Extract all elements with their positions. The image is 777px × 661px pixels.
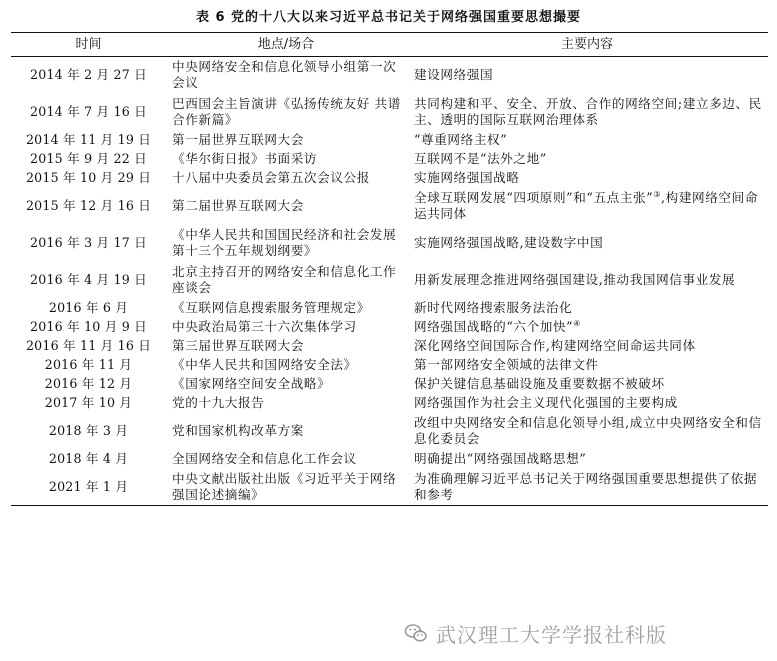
cell-place: 第一届世界互联网大会: [172, 132, 304, 147]
table-row: [11, 169, 768, 188]
cell-place: 《互联网信息搜索服务管理规定》: [172, 300, 370, 315]
cell-place: 全国网络安全和信息化工作会议: [172, 451, 357, 466]
table-header-row: [11, 33, 768, 57]
cell-time: 2016 年 12 月: [44, 376, 133, 391]
cell-time: 2016 年 4 月 19 日: [30, 272, 147, 287]
cell-content: 互联网不是“法外之地”: [414, 151, 547, 166]
table-row: [11, 469, 768, 506]
table-row: [11, 450, 768, 469]
cell-place: 《华尔街日报》书面采访: [172, 151, 318, 166]
footnote-mark: ③: [653, 189, 662, 199]
cell-content: [406, 318, 768, 337]
cell-time: 2015 年 10 月 29 日: [25, 170, 152, 185]
cell-content: 共同构建和平、安全、开放、合作的网络空间;建立多边、民主、透明的国际互联网治理体系: [414, 96, 762, 127]
summary-table: [11, 32, 768, 506]
watermark: [404, 618, 770, 648]
cell-time: 2014 年 2 月 27 日: [30, 67, 147, 83]
table-row: [11, 94, 768, 131]
cell-time: 2021 年 1 月: [11, 469, 166, 506]
cell-place: 《国家网络空间安全战略》: [172, 376, 331, 391]
cell-place: 中央政治局第三十六次集体学习: [172, 319, 357, 334]
cell-content: 实施网络强国战略,建设数字中国: [414, 235, 604, 250]
cell-place: 北京主持召开的网络安全和信息化工作座谈会: [172, 264, 397, 295]
wechat-icon: [404, 621, 428, 645]
table-row: [11, 262, 768, 299]
cell-content: 实施网络强国战略: [414, 170, 520, 185]
cell-content: 网络强国作为社会主义现代化强国的主要构成: [414, 395, 678, 410]
cell-time: 2015 年 9 月 22 日: [30, 151, 147, 166]
table-row: [11, 131, 768, 150]
cell-time: 2017 年 10 月: [44, 395, 133, 410]
header-place: 地点/场合: [166, 33, 406, 57]
cell-time: 2016 年 6 月: [48, 300, 129, 315]
cell-content: 第一部网络安全领域的法律文件: [414, 357, 599, 372]
cell-content: “尊重网络主权”: [414, 132, 508, 147]
cell-time: 2016 年 11 月: [44, 357, 133, 372]
cell-content: 建设网络强国: [414, 67, 494, 83]
cell-content: 保护关键信息基础设施及重要数据不被破坏: [414, 376, 665, 391]
cell-time: 2018 年 4 月: [48, 451, 129, 466]
cell-place: 巴西国会主旨演讲《弘扬传统友好 共谱合作新篇》: [172, 96, 401, 127]
table-row: [11, 337, 768, 356]
cell-content: 新时代网络搜索服务法治化: [414, 300, 573, 315]
cell-place: 《中华人民共和国国民经济和社会发展第十三个五年规划纲要》: [172, 227, 397, 258]
cell-content: 改组中央网络安全和信息化领导小组,成立中央网络安全和信息化委员会: [414, 415, 762, 446]
cell-content: 为准确理解习近平总书记关于网络强国重要思想提供了依据和参考: [406, 469, 768, 506]
cell-time: 2014 年 7 月 16 日: [30, 104, 147, 119]
cell-time: 2016 年 3 月 17 日: [30, 235, 147, 250]
cell-place: 十八届中央委员会第五次会议公报: [172, 170, 370, 185]
cell-content: 明确提出“网络强国战略思想”: [414, 451, 587, 466]
cell-time: 2018 年 3 月: [48, 423, 129, 438]
table-row: [11, 225, 768, 262]
cell-time: 2015 年 12 月 16 日: [25, 198, 152, 213]
watermark-text: 武汉理工大学学报社科版: [436, 622, 667, 647]
table-row: [11, 318, 768, 337]
content-text: 网络强国战略的“六个加快”: [414, 319, 574, 334]
cell-time: 2016 年 10 月 9 日: [30, 319, 147, 334]
table-row: [11, 375, 768, 394]
table-row: [11, 188, 768, 225]
cell-place: 第二届世界互联网大会: [172, 198, 304, 213]
cell-place: 中央文献出版社出版《习近平关于网络强国论述摘编》: [166, 469, 406, 506]
table-row: [11, 150, 768, 169]
table-row: [11, 299, 768, 318]
header-time: 时间: [11, 33, 166, 57]
cell-content: [406, 188, 768, 225]
header-content: 主要内容: [406, 33, 768, 57]
cell-content: 用新发展理念推进网络强国建设,推动我国网信事业发展: [414, 272, 736, 287]
cell-place: 党的十九大报告: [172, 395, 265, 410]
table-row: [11, 394, 768, 413]
content-text: 全球互联网发展“四项原则”和“五点主张”: [414, 190, 654, 205]
cell-place: 党和国家机构改革方案: [172, 423, 304, 438]
cell-time: 2014 年 11 月 19 日: [25, 132, 152, 147]
cell-time: 2016 年 11 月 16 日: [25, 338, 152, 353]
cell-content: 深化网络空间国际合作,构建网络空间命运共同体: [414, 338, 696, 353]
table-row: [11, 356, 768, 375]
table-row: [11, 413, 768, 450]
content-text-after: ,构建网络空间命运共同体: [414, 190, 759, 221]
cell-place: 第三届世界互联网大会: [172, 338, 304, 353]
cell-place: 《中华人民共和国网络安全法》: [172, 357, 357, 372]
footnote-mark: ④: [573, 318, 581, 328]
table-title: 表 6 党的十八大以来习近平总书记关于网络强国重要思想撮要: [195, 10, 582, 25]
cell-place: 中央网络安全和信息化领导小组第一次会议: [172, 59, 397, 91]
table-row: [11, 57, 768, 94]
